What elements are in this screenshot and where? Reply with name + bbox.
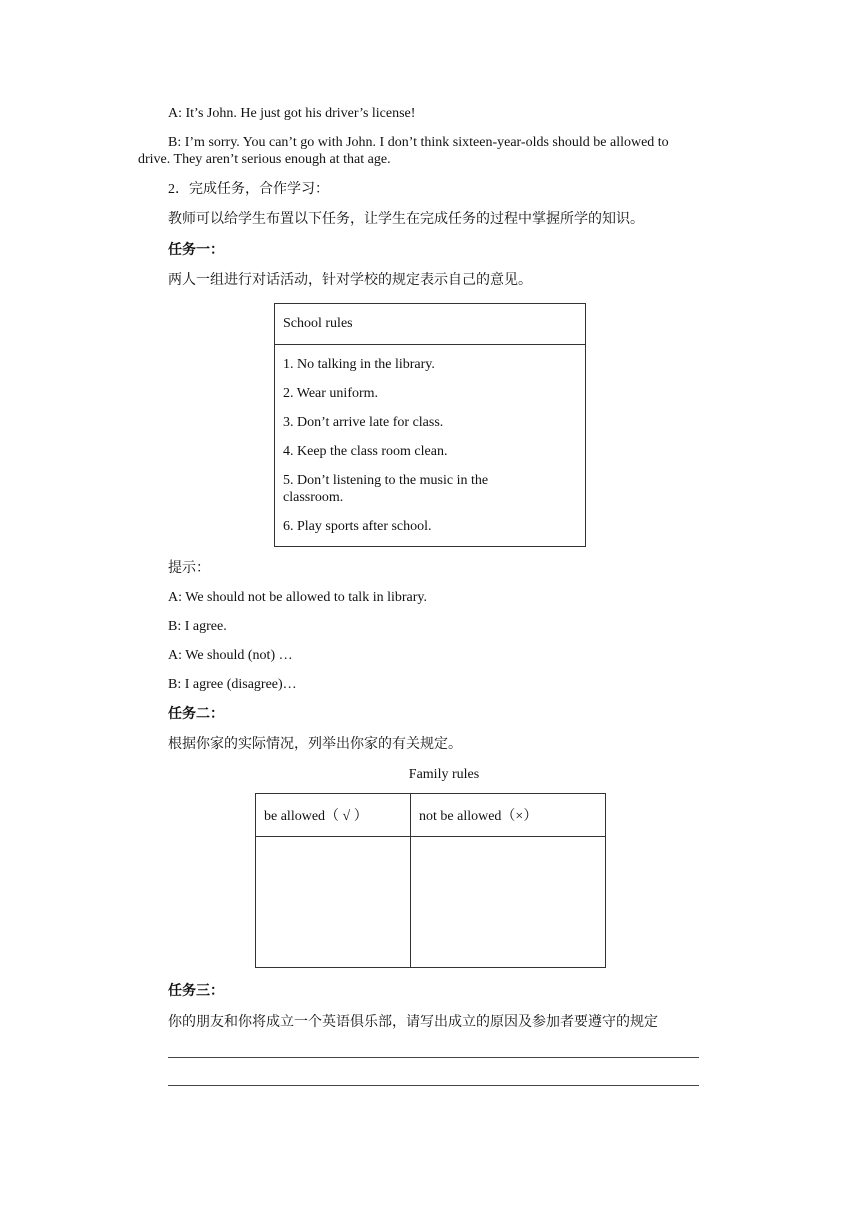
task2-instruction: 根据你家的实际情况，列举出你家的有关规定。 (168, 737, 462, 752)
family-rules-table (255, 793, 606, 968)
school-rules-header: School rules (275, 304, 586, 345)
section2-intro: 教师可以给学生布置以下任务，让学生在完成任务的过程中掌握所学的知识。 (168, 212, 644, 227)
answer-line-2[interactable] (168, 1085, 699, 1086)
school-rule-3: 3. Don’t arrive late for class. (283, 415, 444, 430)
col-allowed-header: be allowed（ √ ） (256, 794, 411, 837)
task1-instruction: 两人一组进行对话活动，针对学校的规定表示自己的意见。 (168, 273, 532, 288)
section2-heading: 2．完成任务，合作学习： (168, 182, 329, 197)
col-not-allowed-header: not be allowed（×） (411, 794, 606, 837)
school-rules-table (274, 303, 586, 547)
task2-title: 任务二： (168, 707, 224, 722)
hint-line-2: B: I agree. (168, 619, 227, 634)
task1-title: 任务一： (168, 243, 224, 258)
not-allowed-cell[interactable] (411, 837, 606, 968)
school-rule-2: 2. Wear uniform. (283, 386, 379, 401)
hints-label: 提示： (168, 561, 210, 576)
answer-line-1[interactable] (168, 1057, 699, 1058)
hint-line-1: A: We should not be allowed to talk in library. (168, 590, 427, 605)
family-rules-title: Family rules (408, 767, 480, 782)
task3-title: 任务三： (168, 984, 224, 999)
hint-line-4: B: I agree (disagree)… (168, 677, 297, 692)
allowed-cell[interactable] (256, 837, 411, 968)
school-rule-1: 1. No talking in the library. (283, 357, 435, 372)
dialogue-b-line-part1: B: I’m sorry. You can’t go with John. I don’t think sixteen-year-olds should be allowed to (168, 135, 669, 150)
school-rule-6: 6. Play sports after school. (283, 519, 432, 534)
dialogue-b-line-part2: drive. They aren’t serious enough at that age. (138, 152, 391, 167)
school-rule-4: 4. Keep the class room clean. (283, 444, 448, 459)
hint-line-3: A: We should (not) … (168, 648, 293, 663)
school-rules-list (275, 345, 586, 547)
dialogue-a-line: A: It’s John. He just got his driver’s license! (168, 106, 416, 121)
school-rule-5: 5. Don’t listening to the music in the classroom. (283, 473, 489, 505)
task3-instruction: 你的朋友和你将成立一个英语俱乐部，请写出成立的原因及参加者要遵守的规定 (168, 1015, 658, 1030)
